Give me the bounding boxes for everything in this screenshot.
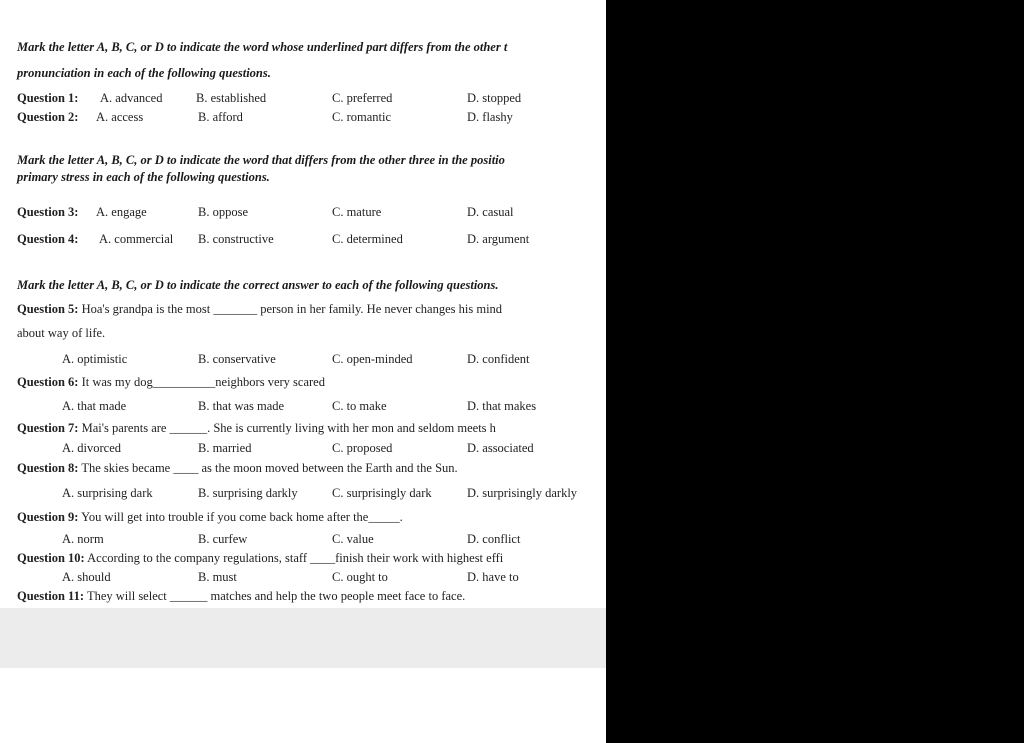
question-2-option-a: A. access	[96, 110, 144, 124]
question-9-option-b: B. curfew	[198, 532, 248, 546]
document-page	[0, 0, 606, 608]
question-7	[17, 421, 496, 436]
question-6-option-d: D. that makes	[467, 399, 537, 413]
question-7-option-d: D. associated	[467, 441, 534, 455]
question-10-option-c: C. ought to	[332, 570, 388, 584]
question-8	[17, 461, 458, 476]
section3-instruction: Mark the letter A, B, C, or D to indicate the correct answer to each of the following questions.	[17, 278, 499, 292]
question-10-option-b: B. must	[198, 570, 237, 584]
question-11-label: Question 11:	[17, 589, 85, 603]
question-4-label: Question 4:	[17, 232, 79, 246]
question-2-option-d: D. flashy	[467, 110, 513, 124]
question-5-option-d: D. confident	[467, 352, 530, 366]
question-5-option-b: B. conservative	[198, 352, 276, 366]
question-3-option-d: D. casual	[467, 205, 514, 219]
question-4-option-a: A. commercial	[99, 232, 174, 246]
question-6-option-c: C. to make	[332, 399, 387, 413]
question-6-option-a: A. that made	[62, 399, 127, 413]
question-3-option-c: C. mature	[332, 205, 382, 219]
question-8-label: Question 8:	[17, 461, 79, 475]
question-6-label: Question 6:	[17, 375, 79, 389]
question-7-text: Mai's parents are ______. She is currently living with her mon and seldom meets h	[81, 421, 496, 435]
question-8-option-a: A. surprising dark	[62, 486, 153, 500]
question-10-text: According to the company regulations, staff ____finish their work with highest effi	[87, 551, 504, 565]
question-9-label: Question 9:	[17, 510, 79, 524]
question-5-text-continued: about way of life.	[17, 326, 106, 340]
question-8-option-b: B. surprising darkly	[198, 486, 298, 500]
question-1-label: Question 1:	[17, 91, 79, 105]
question-1-option-a: A. advanced	[100, 91, 163, 105]
question-4-option-d: D. argument	[467, 232, 530, 246]
question-5-text: Hoa's grandpa is the most _______ person in her family. He never changes his mind	[81, 302, 503, 316]
question-5-label: Question 5:	[17, 302, 79, 316]
question-7-option-b: B. married	[198, 441, 252, 455]
question-6	[17, 375, 325, 390]
question-2-label: Question 2:	[17, 110, 79, 124]
page-gap	[0, 608, 606, 668]
question-1-option-b: B. established	[196, 91, 267, 105]
section1-instruction-line1: Mark the letter A, B, C, or D to indicate the word whose underlined part differs from the other t	[17, 40, 508, 54]
question-6-text: It was my dog__________neighbors very scared	[81, 375, 325, 389]
question-5-option-a: A. optimistic	[62, 352, 128, 366]
question-9	[17, 510, 403, 525]
question-10-option-a: A. should	[62, 570, 111, 584]
question-9-option-d: D. conflict	[467, 532, 521, 546]
question-5-option-c: C. open-minded	[332, 352, 413, 366]
question-7-option-a: A. divorced	[62, 441, 122, 455]
question-3-option-b: B. oppose	[198, 205, 248, 219]
question-1-option-d: D. stopped	[467, 91, 522, 105]
question-4-option-b: B. constructive	[198, 232, 274, 246]
question-2-option-b: B. afford	[198, 110, 243, 124]
question-5	[17, 302, 502, 317]
question-2-option-c: C. romantic	[332, 110, 392, 124]
question-8-text: The skies became ____ as the moon moved between the Earth and the Sun.	[81, 461, 458, 475]
page-bottom	[0, 668, 606, 743]
question-3-option-a: A. engage	[96, 205, 147, 219]
question-11-text: They will select ______ matches and help the two people meet face to face.	[86, 589, 466, 603]
question-10-label: Question 10:	[17, 551, 85, 565]
section2-instruction-line1: Mark the letter A, B, C, or D to indicate the word that differs from the other three in the positio	[17, 153, 505, 167]
question-8-option-c: C. surprisingly dark	[332, 486, 432, 500]
question-4-option-c: C. determined	[332, 232, 403, 246]
question-3-label: Question 3:	[17, 205, 79, 219]
section1-instruction-line2: pronunciation in each of the following questions.	[17, 66, 271, 80]
question-9-option-a: A. norm	[62, 532, 104, 546]
question-7-option-c: C. proposed	[332, 441, 393, 455]
question-9-option-c: C. value	[332, 532, 374, 546]
section2-instruction-line2: primary stress in each of the following questions.	[17, 170, 270, 184]
question-11	[17, 589, 465, 604]
question-6-option-b: B. that was made	[198, 399, 285, 413]
question-10-option-d: D. have to	[467, 570, 519, 584]
question-8-option-d: D. surprisingly darkly	[467, 486, 578, 500]
question-10	[17, 551, 503, 566]
question-1-option-c: C. preferred	[332, 91, 393, 105]
question-7-label: Question 7:	[17, 421, 79, 435]
question-9-text: You will get into trouble if you come back home after the_____.	[81, 510, 403, 524]
